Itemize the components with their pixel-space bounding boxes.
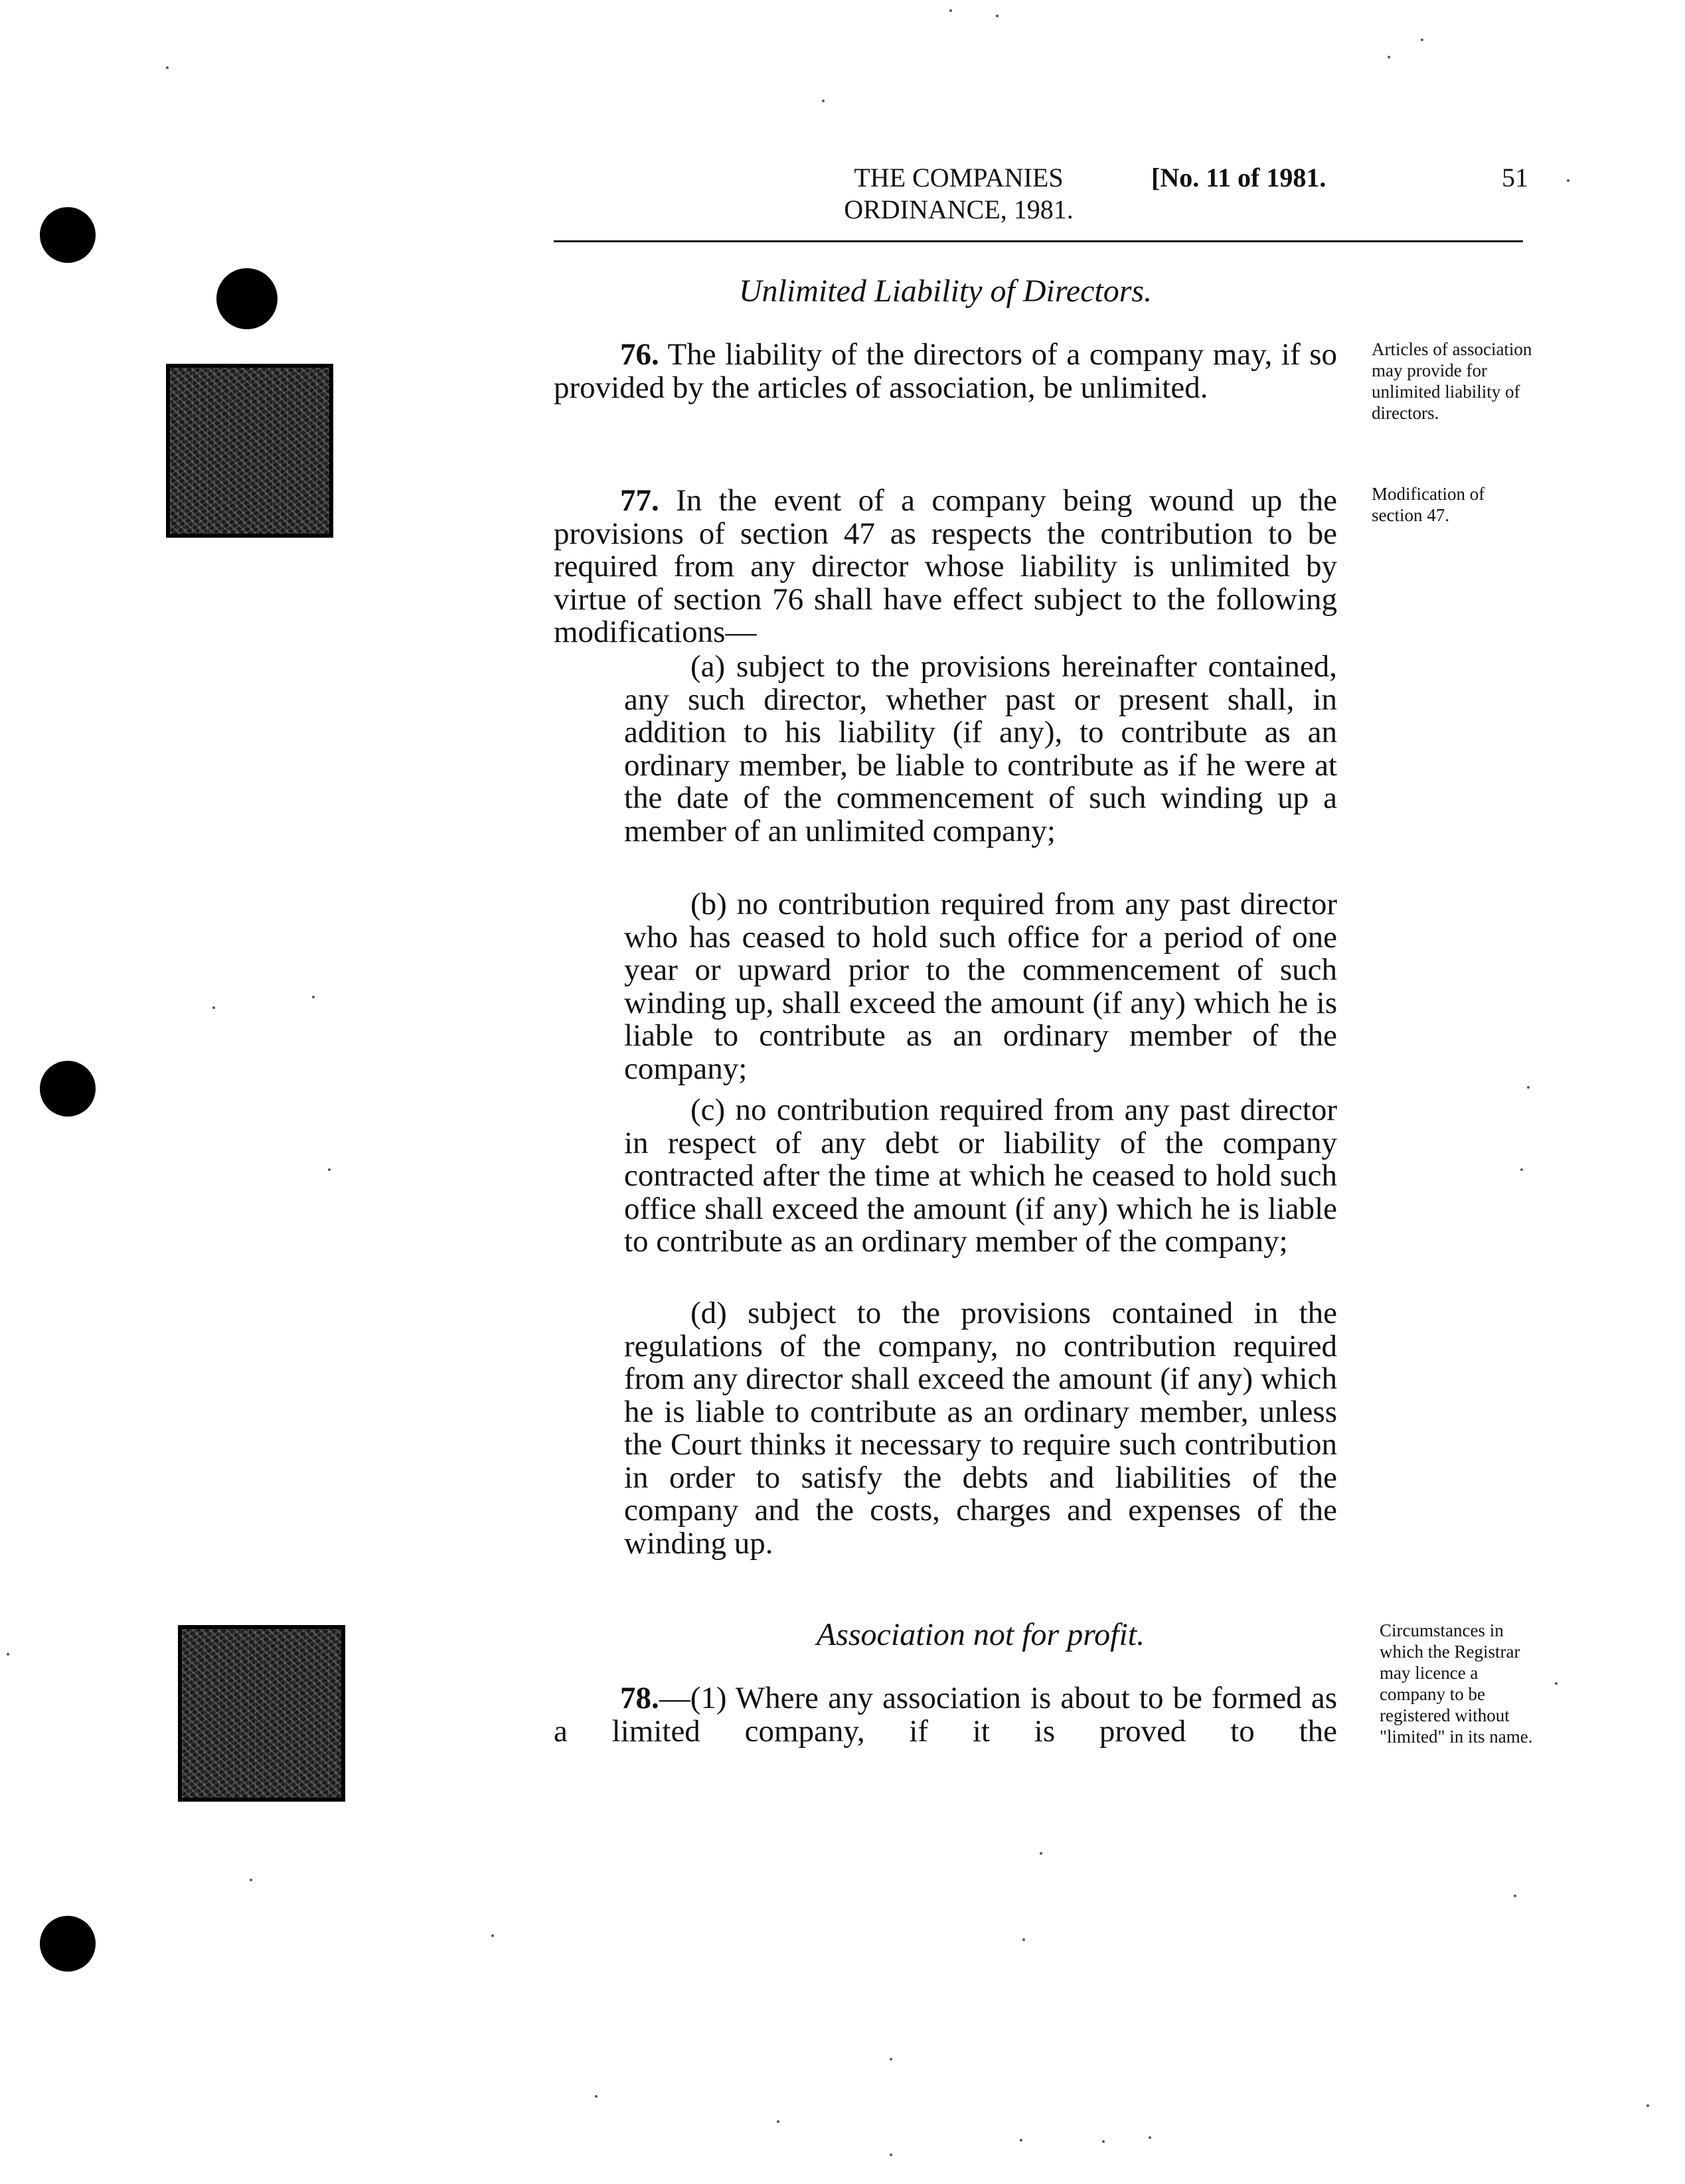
section-77-clause-a: (a) subject to the provisions hereinafter contained, any such director, whether past or present shall, in addition to his liability (if any), to contribute as an ordinary member, be liable to contribute as if he were at the date of the commencement of such winding up a member of an unlimited company; (624, 649, 1337, 848)
speck (7, 1653, 9, 1656)
speck (312, 996, 315, 998)
speck (822, 100, 825, 102)
section-78-text: —(1) Where any association is about to be formed as a limited company, if it is proved to the (554, 1681, 1337, 1749)
section-78 (554, 1682, 1337, 1748)
speck (1022, 1938, 1025, 1941)
section-77-number: 77. (620, 483, 659, 518)
speck (212, 1006, 215, 1009)
header-title-line2: ORDINANCE, 1981. (844, 195, 1074, 224)
heading-association-not-for-profit: Association not for profit. (816, 1617, 1145, 1652)
speck (1020, 2139, 1022, 2142)
punch-hole-upper (216, 268, 278, 329)
speck (1040, 1852, 1042, 1855)
speck (595, 2095, 598, 2098)
speck (1149, 2136, 1151, 2139)
speck (1555, 1682, 1558, 1685)
section-77-clause-d: (d) subject to the provisions contained in the regulations of the company, no contribution required from any director shall exceed the amount (if any) which he is liable to contribute as an ordinary member, unless the Court thinks it necessary to require such contribution in order to satisfy the debts and liabilities of the company and the costs, charges and expenses of the winding up. (624, 1296, 1337, 1561)
heading-unlimited-liability: Unlimited Liability of Directors. (738, 273, 1153, 309)
header-rule (554, 240, 1523, 242)
section-78-number: 78. (620, 1681, 659, 1715)
speck (890, 2058, 892, 2061)
punch-hole-top (40, 207, 96, 263)
page-number: 51 (1502, 163, 1528, 193)
speck (1520, 1168, 1523, 1171)
speck (890, 2153, 892, 2156)
header-title (826, 162, 1091, 226)
speck (491, 1934, 494, 1937)
punch-hole-bottom (40, 1916, 96, 1972)
speck (1102, 2140, 1105, 2143)
speck (1421, 39, 1423, 41)
scanned-stamp-bottom (178, 1625, 345, 1802)
scanned-stamp-top (166, 364, 333, 538)
speck (1567, 179, 1569, 182)
section-76-text: The liability of the directors of a company may, if so provided by the articles of association, be unlimited. (554, 337, 1337, 405)
header-ordinance-number: [No. 11 of 1981. (1151, 163, 1326, 193)
speck (777, 2120, 779, 2123)
speck (1646, 2104, 1649, 2107)
section-77-clause-b: (b) no contribution required from any past director who has ceased to hold such office for a period of one year or upward prior to the commencement of such winding up, shall exceed the amount (if any) which he is liable to contribute as an ordinary member of the company; (624, 887, 1337, 1086)
speck (166, 66, 169, 69)
speck (1527, 1086, 1530, 1089)
margin-note-78: Circumstances in which the Registrar may licence a company to be registered without "limited" in its name. (1380, 1620, 1533, 1747)
speck (1514, 1895, 1516, 1897)
speck (949, 9, 952, 12)
section-77-clause-c: (c) no contribution required from any past director in respect of any debt or liability of the company contracted after the time at which he ceased to hold such office shall exceed the amount (if any) which he is liable to contribute as an ordinary member of the company; (624, 1093, 1337, 1259)
speck (1388, 56, 1390, 58)
punch-hole-middle (40, 1061, 96, 1117)
speck (996, 15, 999, 17)
margin-note-77: Modification of section 47. (1372, 484, 1485, 525)
margin-note-76: Articles of association may provide for unlimited liability of directors. (1372, 339, 1532, 423)
section-76 (554, 339, 1337, 404)
header-title-line1: THE COMPANIES (854, 163, 1064, 193)
speck (250, 1879, 252, 1881)
section-76-number: 76. (620, 337, 659, 372)
section-77 (554, 485, 1337, 649)
section-77-text: In the event of a company being wound up the provisions of section 47 as respects the contribution to be required from any director whose liability is unlimited by virtue of section 76 shall have effect subject to the following modifications— (554, 483, 1338, 649)
speck (328, 1168, 331, 1171)
